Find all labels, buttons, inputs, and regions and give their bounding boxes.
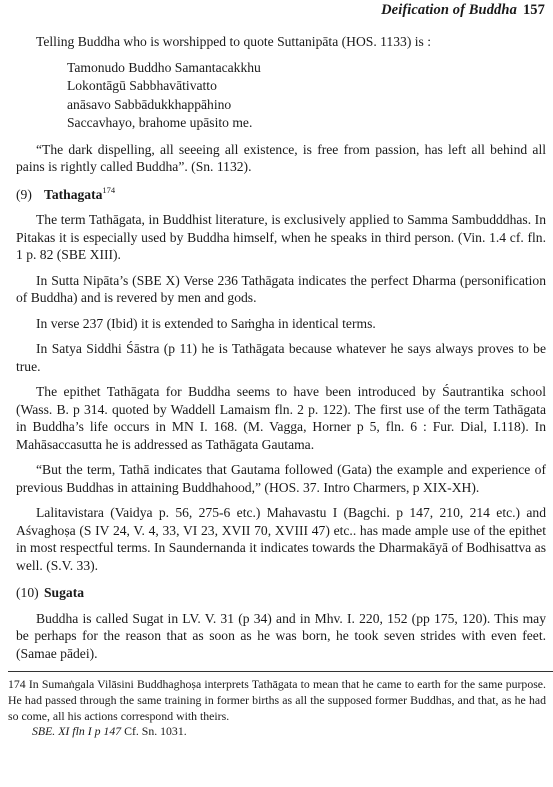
page-number: 157 xyxy=(522,2,545,18)
body-paragraph: Buddha is called Sugat in LV. V. 31 (p 34) and in Mhv. I. 220, 152 (pp 175, 120). This may be perhaps for the reason that as soon as he was born, he took seven strides with even feet. (Samae pādei). xyxy=(16,610,546,661)
verse-line: Tamonudo Buddho Samantacakkhu xyxy=(67,59,261,75)
section-number: (10) xyxy=(16,585,39,600)
footnote-body xyxy=(8,677,546,724)
section-title: Tathagata xyxy=(44,186,103,202)
translation-paragraph: “The dark dispelling, all seeeing all existence, is free from passion, has left all behind all pains is rightly called Buddha”. (Sn. 1132). xyxy=(16,141,546,174)
body-paragraph: In Satya Siddhi Śāstra (p 11) he is Tathāgata because whatever he says always proves to be true. xyxy=(16,341,546,374)
body-paragraph: Lalitavistara (Vaidya p. 56, 275-6 etc.) Mahavastu I (Bagchi. p 147, 210, 214 etc.) and Aśvaghoṣa (S IV 24, V. 4, 33, VI 23, XVII 70, XVIII 47) etc.. has made ample use of the epithet in most respectful terms. In Saundernanda it indicates towards the Dharmakāyā of Bodhisattva as well. (S.V. 33). xyxy=(16,505,546,573)
body-paragraph: “But the term, Tathā indicates that Gautama followed (Gata) the example and experience of previous Buddhas in attaining Buddhahood,” (HOS. 37. Intro Charmers, p XIX-XH). xyxy=(16,462,546,495)
verse-block xyxy=(67,59,546,133)
footnote-ref-plain: Cf. Sn. 1031. xyxy=(121,724,187,739)
section-title: Sugata xyxy=(44,585,85,600)
body-paragraph: In verse 237 (Ibid) it is extended to Saṁgha in identical terms. xyxy=(36,315,376,331)
footnote-text: In Sumaṅgala Vilāsini Buddhaghoṣa interprets Tathāgata to mean that he came to earth for the same purpose. He had passed through the same training in former births as all the supposed former Buddhas, and that, as he had so come, all his actions correspond with theirs. xyxy=(8,677,546,723)
section-number: (9) xyxy=(16,186,32,202)
verse-line: Lokontāgū Sabbhavātivatto xyxy=(67,78,217,93)
body-paragraph: The epithet Tathāgata for Buddha seems to have been introduced by Śautrantika school (Wass. B. p 314. quoted by Waddell Lamaism fln. 2 p. 122). The first use of the term Tathāgata in Buddha’s life occurs in MN I. 168. (M. Vagga, Horner p 5, fln. 6 : Fur. Dial, I.118). In Mahāsaccasutta he is addressed as Tathāgata Gautama. xyxy=(16,384,546,452)
verse-line: Saccavhayo, brahome upāsito me. xyxy=(67,115,253,130)
footnote-number: 174 xyxy=(8,677,26,691)
running-head-title: Deification of Buddha xyxy=(381,2,517,18)
body-paragraph: In Sutta Nipāta’s (SBE X) Verse 236 Tathāgata indicates the perfect Dharma (personification of Buddha) and is revered by men and gods. xyxy=(16,272,546,305)
footnote-reference xyxy=(32,724,546,740)
footnote-ref-italic: SBE. XI fln I p 147 xyxy=(32,724,122,739)
body-paragraph: The term Tathāgata, in Buddhist literature, is exclusively applied to Samma Sambudddhas. In Pitakas it is especially used by Buddha himself, when he speaks in third person. (Vin. 1.4 cf. fln. 1 p. 82 (SBE XIII). xyxy=(16,212,546,262)
footnote-divider xyxy=(8,671,553,672)
section-heading-tathagata xyxy=(16,186,546,204)
running-head xyxy=(381,2,545,19)
page-body xyxy=(8,33,546,740)
footnote-mark: 174 xyxy=(102,184,116,195)
footnote xyxy=(8,677,546,740)
section-heading-sugata xyxy=(16,584,546,602)
intro-paragraph: Telling Buddha who is worshipped to quote Suttanipāta (HOS. 1133) is : xyxy=(36,34,431,49)
verse-line: anāsavo Sabbādukkhappāhino xyxy=(67,96,232,112)
